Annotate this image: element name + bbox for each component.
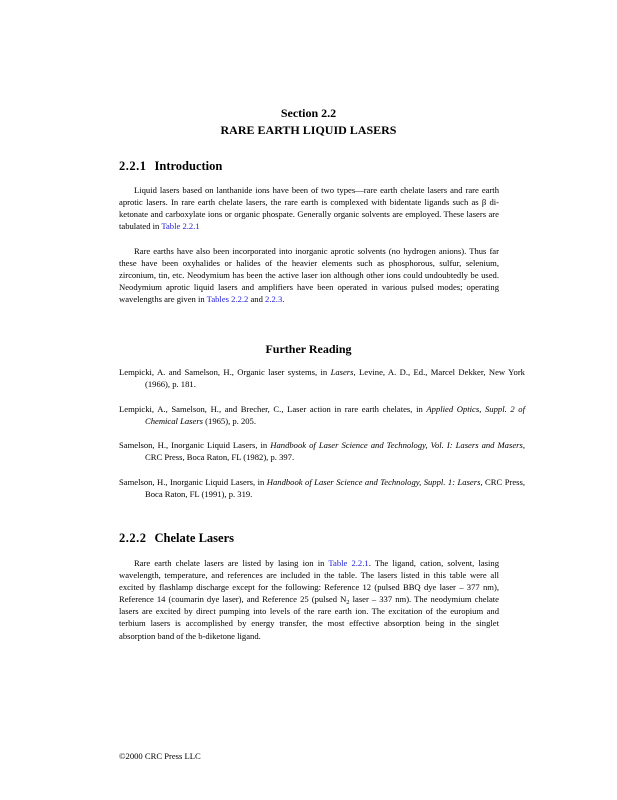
intro-paragraph-1: Liquid lasers based on lanthanide ions have been of two types—rare earth chelate lasers and rare earth aprotic lasers. In rare earth chelate lasers, the rare earth is complexed with bidentate ligands such as β di-ketonate and carboxylate ions or organic phospate. Generally organic solvents are employed. These lasers are tabulated in Table 2.2.1 [119,185,499,232]
copyright-footer: ©2000 CRC Press LLC [119,751,201,761]
table-2-2-1-link[interactable]: Table 2.2.1 [161,221,200,232]
chelate-number: 2.2.2 [119,531,147,545]
intro-number: 2.2.1 [119,159,147,173]
reference-item: Samelson, H., Inorganic Liquid Lasers, in Handbook of Laser Science and Technology, Suppl. 1: Lasers, CRC Press, Boca Raton, FL (1991), p. 319. [119,477,525,500]
chelate-title: Chelate Lasers [154,531,234,545]
section-number: Section 2.2 [280,106,337,120]
table-2-2-3-link[interactable]: 2.2.3 [265,294,283,305]
reference-item: Lempicki, A. and Samelson, H., Organic laser systems, in Lasers, Levine, A. D., Ed., Marcel Dekker, New York (1966), p. 181. [119,367,525,390]
section-title: RARE EARTH LIQUID LASERS [220,123,397,137]
table-2-2-1-link[interactable]: Table 2.2.1 [328,558,369,568]
intro-heading [119,158,222,174]
chelate-heading [119,530,234,546]
reference-item: Lempicki, A., Samelson, H., and Brecher, C., Laser action in rare earth chelates, in Applied Optics, Suppl. 2 of Chemical Lasers (1965), p. 205. [119,404,525,427]
intro-paragraph-2: Rare earths have also been incorporated into inorganic aprotic solvents (no hydrogen anions). Thus far these have been oxyhalides or halides of the heavier elements such as phosphorous, sulfur, selenium, zirconium, tin, etc. Neodymium has been the active laser ion although other ions could undoubtedly be used. Neodymium aprotic liquid lasers and amplifiers have been operated in various pulsed modes; operating wavelengths are given in Tables 2.2.2 and 2.2.3. [119,246,499,305]
intro-title: Introduction [154,159,223,173]
reference-item: Samelson, H., Inorganic Liquid Lasers, in Handbook of Laser Science and Technology, Vol. I: Lasers and Masers, CRC Press, Boca Raton, FL (1982), p. 397. [119,440,525,463]
tables-2-2-2-link[interactable]: Tables 2.2.2 [206,294,249,305]
further-reading-heading: Further Reading [265,342,352,356]
section-heading [0,105,617,139]
chelate-paragraph: Rare earth chelate lasers are listed by lasing ion in Table 2.2.1. The ligand, cation, solvent, lasing wavelength, temperature, and references are included in the table. The lasers listed in this table were all excited by flashlamp discharge except for the following: Reference 12 (pulsed BBQ dye laser – 377 nm), Reference 14 (coumarin dye laser), and Reference 25 (pulsed $N_2$ laser – 337 nm). The neodymium chelate lasers are excited by direct pumping into levels of the rare earth ion. The excitation of the europium and terbium lasers is accomplished by energy transfer, the most effective absorption being in the singlet absorption band of the b-diketone ligand. [119,558,499,641]
